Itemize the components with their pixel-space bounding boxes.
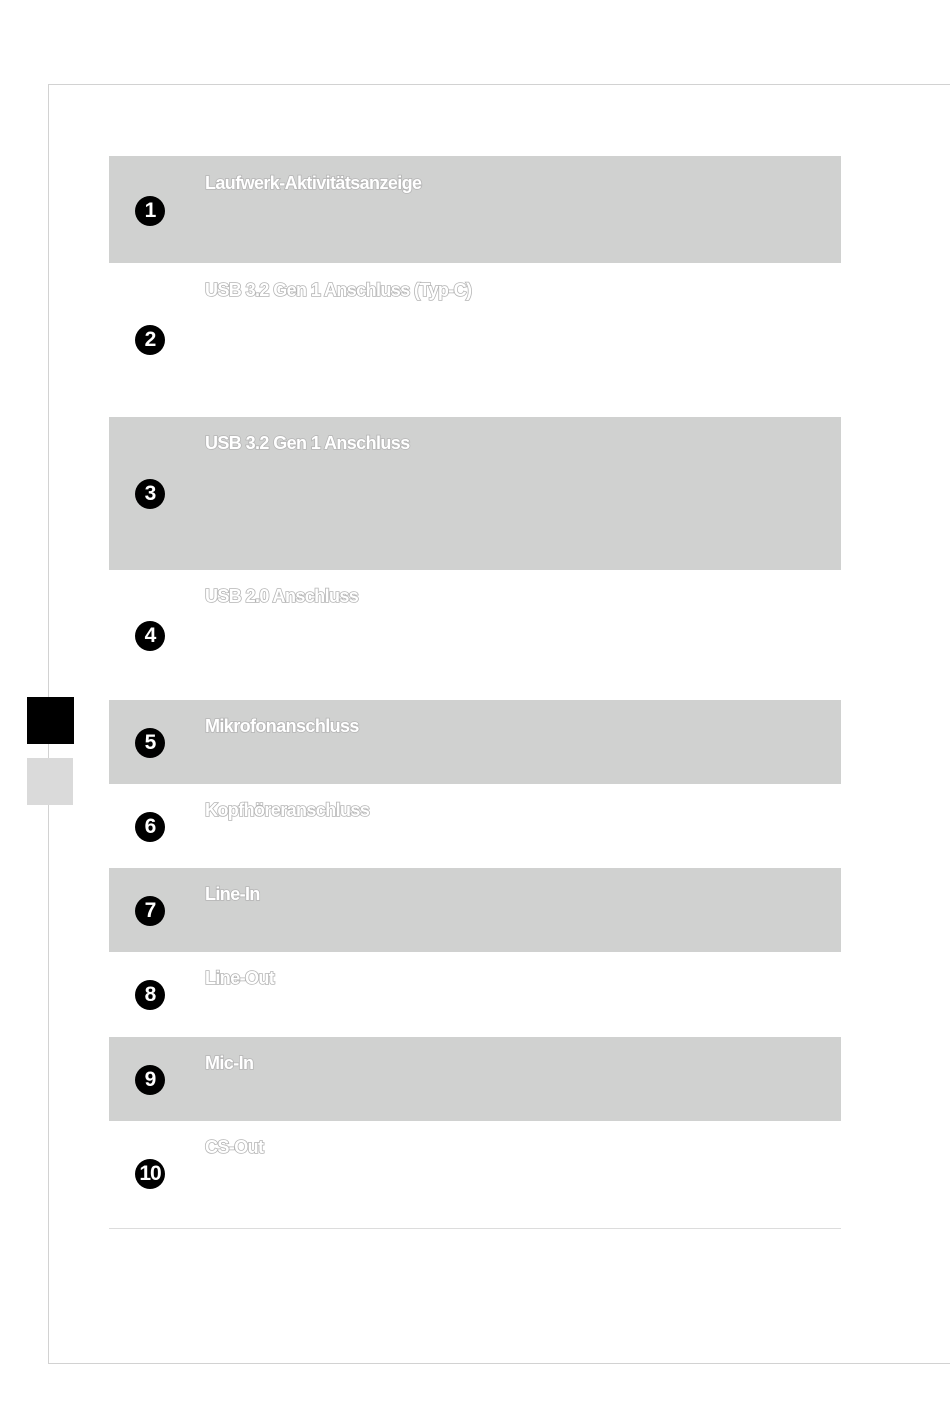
number-badge: 9 — [135, 1065, 165, 1095]
number-badge: 5 — [135, 728, 165, 758]
row-label: USB 3.2 Gen 1 Anschluss — [205, 433, 410, 453]
row-label: CS-Out — [205, 1137, 264, 1157]
number-badge: 2 — [135, 325, 165, 355]
row-label: Line-In — [205, 884, 260, 904]
table-row — [109, 700, 841, 784]
table-row — [109, 156, 841, 263]
number-badge: 10 — [135, 1159, 165, 1189]
number-badge: 6 — [135, 812, 165, 842]
table-row — [109, 1037, 841, 1121]
table-row — [109, 784, 841, 868]
table-row — [109, 868, 841, 952]
table-row — [109, 417, 841, 570]
row-label: Line-Out — [205, 968, 275, 988]
number-badge: 8 — [135, 980, 165, 1010]
number-badge: 1 — [135, 196, 165, 226]
table-row — [109, 952, 841, 1037]
row-label: USB 3.2 Gen 1 Anschluss (Typ-C) — [205, 280, 472, 300]
connector-table — [109, 156, 841, 1228]
row-label: Mikrofonanschluss — [205, 716, 359, 736]
row-label: Mic-In — [205, 1053, 254, 1073]
number-badge: 4 — [135, 621, 165, 651]
row-label: USB 2.0 Anschluss — [205, 586, 359, 606]
side-tab-active — [27, 697, 74, 744]
row-label: Laufwerk-Aktivitätsanzeige — [205, 173, 422, 193]
table-row — [109, 263, 841, 417]
number-badge: 7 — [135, 896, 165, 926]
table-row — [109, 1121, 841, 1228]
side-tab-inactive — [27, 758, 73, 805]
row-label: Kopfhöreranschluss — [205, 800, 370, 820]
table-bottom-rule — [109, 1228, 841, 1229]
number-badge: 3 — [135, 479, 165, 509]
table-row — [109, 570, 841, 700]
